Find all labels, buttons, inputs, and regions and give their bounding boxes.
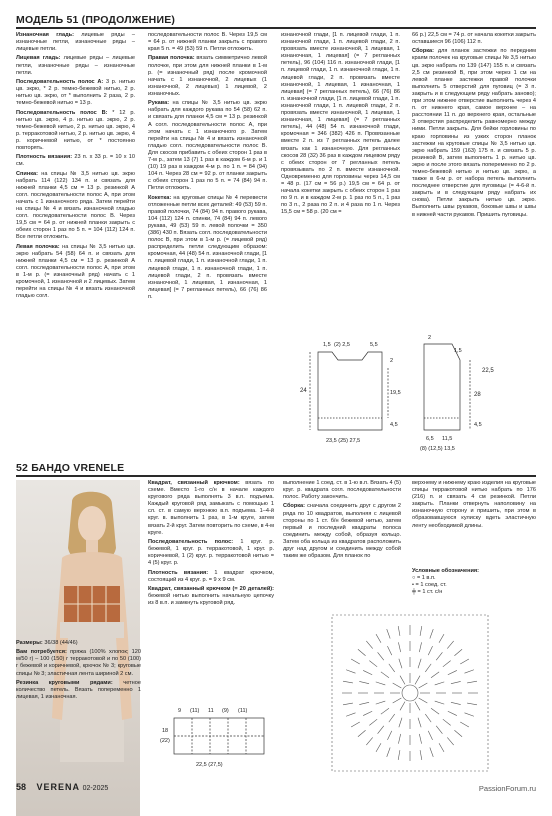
back-label-3: 5,5 — [370, 342, 378, 348]
stitch-mark — [428, 646, 432, 655]
stitch-mark — [431, 708, 439, 714]
stitch-mark — [430, 629, 433, 638]
stitch-mark — [389, 714, 395, 722]
stitch-mark — [363, 670, 372, 674]
stitch-mark — [465, 713, 474, 716]
paragraph: Правая полочка: вязать симметрично левой полочке, при этом для нижней планки в 1-м р. (= изнаночный ряд) после кромочной начать с 1 изнаночной, 2 лицевых (1 изнаночной, 2 лицевых) 1 лицевой, 2 изнаночных. — [148, 55, 267, 97]
sleeve-pattern-diagram — [412, 330, 536, 460]
square-label-3: 11 — [208, 708, 214, 714]
legend-double-crochet: ╪ = 1 ст. с/н — [412, 589, 443, 595]
crochet-square-chart — [320, 608, 520, 778]
paragraph: Последовательность полос А: 3 р. нитью цв. экрю, * 2 р. темно-бежевой нитью, 2 р. нитью цв. экрю, от * выполнить 2 раза, 2 р. темно-бежевой нитью = 13 р. — [16, 78, 135, 107]
stitch-mark — [419, 698, 428, 703]
section-51-col-2 — [148, 32, 267, 303]
stitch-mark — [430, 748, 433, 757]
legend — [412, 568, 536, 596]
square-label-1: 9 — [178, 708, 182, 714]
stitch-mark — [398, 734, 400, 744]
stitch-mark — [387, 748, 390, 757]
stitch-mark — [439, 743, 444, 752]
sleeve-label-1: 2 — [428, 335, 432, 341]
back-label-1: 1,5 — [323, 342, 331, 348]
paragraph: Квадрат, связанный крючком: вязать по схеме. Вместо 1-го с/н в начале каждого кругового ряда выполнять 3 в.п. подъема. Каждый круговой ряд замыкать с помощью 1 сл. ст. в самую верхнюю в.п. подъема. 1–4-й круг. в. выполнить 1 раз, в 1-м круге, затем вязать 2-й круг. Затем повторить по схеме, в 4-м круге. — [148, 480, 275, 536]
stitch-mark — [376, 634, 381, 643]
stitch-mark — [389, 664, 395, 672]
sleeve-label-7: 11,5 — [442, 436, 453, 442]
square-outline — [332, 615, 488, 771]
sleeve-label-3: 22,5 — [482, 368, 494, 374]
square-label-5: (11) — [238, 708, 248, 714]
paragraph: Последовательность полос В: * 12 р. нитью цв. экрю, 4 р. нитью цв. экрю, 2 р. темно-бежевой нитью, 2 р. нитью цв. экрю, 4 р. терракотовой нитью, 2 р. нитью цв. экрю, 4 р. коричневой нитью, от * постоянно повторять. — [16, 109, 135, 151]
sleeve-label-8: (8) (12,5) 13,5 — [420, 446, 455, 452]
stitch-mark — [436, 726, 442, 734]
stitch-mark — [346, 713, 355, 716]
stitch-mark — [439, 634, 444, 643]
back-label-5: 2 — [390, 358, 394, 364]
stitch-mark — [435, 701, 445, 704]
stitch-mark — [343, 703, 353, 705]
back-pattern-diagram — [290, 330, 410, 460]
stitch-mark — [399, 659, 402, 669]
chain-stitch-icon: ○ — [412, 575, 417, 581]
paragraph: выполнение 1 соед. ст. в 1-ю в.п. Вязать 4 (5) круг. р. квадрата согл. последовательности полос. Работу закончить. — [283, 480, 401, 501]
stitch-mark — [378, 652, 384, 660]
stitch-mark — [376, 682, 386, 685]
stitch-mark — [376, 701, 386, 704]
issue-number: 02-2025 — [82, 785, 109, 792]
back-label-4: 24 — [300, 388, 307, 394]
section-51-col-4 — [412, 32, 536, 221]
section-51-col-1 — [16, 32, 135, 303]
stitch-mark — [393, 683, 402, 688]
stitch-mark — [448, 711, 457, 715]
stitch-mark — [448, 670, 457, 674]
paragraph: Сборка: сначала соединить друг с другом 2 ряда по 10 квадратов, выполняя с лицевой стороны по 1 ст. б/н бежевой нитью, затем первый и последний квадраты полоса соединить между собой, образуя кольцо. Затем оба кольца из квадратов расположить друг над другом и соединить между собой таким же образом. Для планок по — [283, 503, 401, 560]
stitch-mark — [447, 737, 453, 745]
stitch-mark — [435, 682, 445, 685]
stitch-mark — [381, 708, 389, 714]
stitch-mark — [467, 703, 477, 705]
back-label-8: 23,5 (25) 27,5 — [326, 438, 361, 444]
sizes-line: Размеры: 36/38 (44/46) — [16, 640, 78, 646]
section-52-title: 52 БАНДО VRENELE — [16, 462, 125, 474]
stitch-mark — [415, 676, 420, 685]
section-52-col-4 — [412, 480, 536, 532]
square-label-7: (22) — [160, 738, 170, 744]
stitch-mark — [436, 652, 442, 660]
stitch-mark — [418, 659, 421, 669]
legend-chain-stitch: ○ = 1 в.п. — [412, 575, 436, 581]
legend-slip-stitch: • = 1 соед. ст. — [412, 582, 447, 588]
stitch-mark — [359, 681, 369, 683]
stitch-mark — [447, 641, 453, 649]
stitch-mark — [366, 737, 372, 745]
page-number: 58 — [16, 782, 27, 792]
stitch-mark — [351, 659, 360, 664]
stitch-mark — [351, 722, 360, 727]
stitch-mark — [467, 681, 477, 683]
stitch-mark — [415, 702, 420, 711]
stitch-mark — [428, 731, 432, 740]
stitch-mark — [419, 734, 421, 744]
sleeve-label-5: 4,5 — [474, 422, 482, 428]
stitch-mark — [363, 711, 372, 715]
paragraph: Плотность вязания: 1 квадрат крючком, состоящий из 4 круг. р. = 9 x 9 см. — [148, 569, 274, 583]
paragraph: Лицевая гладь: лицевые ряды – лицевые петли, изнаночные ряды – изнаночные петли. — [16, 55, 135, 76]
stitch-mark — [398, 750, 400, 760]
stitch-mark — [358, 649, 366, 655]
stitch-mark — [451, 681, 461, 683]
paragraph: Вам потребуется: пряжа (100% хлопок; 120 м/50 г) – 100 (150) г терракотовой и по 50 (100) г бежевой и коричневой, крючок № 3; круговые спицы № 3; эластичная лента шириной 2 см. — [16, 649, 141, 677]
section-52-rule — [16, 475, 536, 477]
paragraph: верхнему и нижнему краю изделия на круговые спицы терракотовой нитью набрать по 176 (216) п. и связать 4 см резинкой. Петли закрыть. Планки отвернуть наполовину на изнаночную сторону и пришить, при этом в образовавшуюся кулиску вдеть эластичную ленту необходимой длины. — [412, 480, 536, 529]
stitch-mark — [376, 743, 381, 752]
legend-title: Условные обозначения: — [412, 568, 480, 574]
square-label-6: 18 — [162, 728, 169, 734]
stitch-mark — [425, 714, 431, 722]
square-label-4: (9) — [222, 708, 229, 714]
watermark: PassionForum.ru — [478, 784, 536, 793]
section-51-title: МОДЕЛЬ 51 (ПРОДОЛЖЕНИЕ) — [16, 14, 176, 26]
stitch-mark — [399, 718, 402, 728]
stitch-mark — [451, 702, 461, 704]
double-crochet-icon: ╪ — [412, 589, 418, 595]
back-label-6: 19,5 — [390, 390, 401, 396]
square-label-2: (11) — [190, 708, 200, 714]
section-52-left-col — [16, 640, 141, 703]
paragraph: последовательности полос В. Через 19,5 см = 64 р. от нижней планки закрыть с правого края 5 п. = 49 (53) 59 п. Петли отложить. — [148, 32, 267, 53]
paragraph: Сборка: для планок застежки по передним краям полочек на круговые спицы № 3,5 нитью цв. экрю набрать по 139 (147) 155 п. и связать 2,5 см резинкой В, при этом через 1 см на левой планке застежки правой полочки выполнить 5 отверстий для пуговиц (= 3 п. закрыть и в следующем ряду набрать заново); при этом нижнее отверстие выполнить через 4 п. от нижнего края, самое верхнее – на расстоянии 11 п. до верхнего края, остальные 3 отверстия распределить равномерно между ними. Петли закрыть. Для бейки горловины по краю горловины из узких сторон планок застежки на круговые спицы № 3,5 нитью цв. экрю набрать 159 (163) 175 п. и связать 5 р. резинкой В, затем выполнить 1 р. нитью цв. экрю и после этого вязать попеременно по 2 р. темно-бежевой нитью и нитью цв. экрю, а также в 6-м р. от набора петель выполнить последнее отверстие для пуговицы (= 4-6-й п. закрыть и в следующем ряду набрать их снова). Петли закрыть нитью цв. экрю. Выполнить швы рукавов, боковые швы и швы в нижней части рукавов. Пришить пуговицы. — [412, 48, 536, 218]
section-52-col-2 — [148, 480, 274, 609]
stitch-mark — [419, 642, 421, 652]
stitch-mark — [465, 670, 474, 673]
stitch-mark — [460, 659, 469, 664]
stitch-mark — [393, 698, 402, 703]
stitch-mark — [454, 649, 462, 655]
stitch-mark — [454, 730, 462, 736]
stitch-mark — [346, 670, 355, 673]
back-label-7: 4,5 — [390, 422, 398, 428]
paragraph: Последовательность полос: 1 круг. р. бежевой, 1 круг. р. терракотовой, 1 круг. р. коричневой, 1 (2) круг. р. терракотовой нитью = 4 (5) круг. р. — [148, 538, 274, 567]
section-52-col-3 — [283, 480, 401, 562]
stitch-mark — [419, 683, 428, 688]
sleeve-label-2: 1,5 — [454, 348, 462, 354]
stitch-mark — [425, 664, 431, 672]
page-footer — [16, 782, 108, 792]
stitch-mark — [387, 629, 390, 638]
stitch-mark — [420, 626, 422, 636]
paragraph: Резинка круговыми рядами: четное количество петель. Вязать попеременно 1 лицевая, 1 изнаночная. — [16, 679, 141, 701]
stitch-mark — [443, 719, 451, 725]
stitch-mark — [398, 642, 400, 652]
stitch-mark — [369, 661, 377, 667]
paragraph: Спинка: на спицы № 3,5 нитью цв. экрю набрать 114 (122) 134 п. и связать для нижней планки 4,5 см = 13 р. резинкой А согл. последовательности полос А, при этом начать с 1 изнаночного ряда. Затем перейти на спицы № 4 и вязать изнаночной гладью согл. последовательности полос В. Через 19,5 см = 64 р. от нижней планки закрыть с обеих сторон 1 раз по 5 п. = 104 (112) 124 п. Все петли отложить. — [16, 170, 135, 241]
stitch-mark — [343, 681, 353, 683]
stitch-mark — [358, 730, 366, 736]
stitch-mark — [431, 672, 439, 678]
center-ring — [402, 685, 418, 701]
stitch-mark — [381, 672, 389, 678]
paragraph: Левая полочка: на спицы № 3,5 нитью цв. экрю набрать 54 (58) 64 п. и связать для нижней планки 4,5 см = 13 р. резинкой А согл. последовательности полос А, при этом в 1-м р. (= изнаночный ряд) начать с 1 кромочной, 1 изнаночной и 2 лицевых. Затем перейти на спицы № 4 и вязать изнаночной гладью согл. — [16, 243, 136, 300]
section-51-rule — [16, 27, 536, 29]
stitch-mark — [420, 750, 422, 760]
slip-stitch-icon: • — [412, 582, 416, 588]
paragraph: изнаночной глади, [1 п. лицевой глади, 1 п. изнаночной глади, 1 п. лицевой глади, 2 п. провязать вместе изнаночной, 1 лицевая, 1 изнаночная, 1 лицевая] (= 7 регланных петель), 96 (104) 116 п. изнаночной глади, [1 п. лицевой глади, 1 п. изнаночной глади, 1 п. лицевой глади, 2 п. провязать вместе изнаночной, 1 лицевая, 1 изнаночная, 1 лицевая] (= 7 регланных петель), 66 (76) 86 п. изнаночной глади, [1 п. лицевой глади, 1 п. изнаночной глади, 1 п. лицевой глади, 2 п. провязать вместе изнаночной, 1 лицевая, 1 изнаночная, 1 лицевая] (= 7 регланных петель), 44 (48) 54 п. изнаночной глади, кромочная = 346 (382) 426 п. Провязанные вместе 2 п. из 7 регланных петель далее вязать как 1 изнаночную. Для регланных скосов 28 (32) 36 раз в каждом лицевом ряду с обеих сторон от 7 регланных петель провязывать по 2 п. вместе изнаночной. Одновременно для горловины через 14,5 см = 48 р. (17 см = 56 р.) 19,5 см = 64 р. от начала кокетки закрыть с обеих сторон 1 раз по 9 п. и в каждом 2-м р. 1 раз по 5 п., 1 раз по 3 п., 2 раза по 2 п. и 4 раза по 1 п. Через 15,5 см = 58 р. (20 см = — [281, 32, 400, 216]
paragraph: Рукава: на спицы № 3,5 нитью цв. экрю набрать для каждого рукава по 54 (58) 62 п. и связать для планки 4,5 см = 13 р. резинкой А согл. последовательности полос А, при этом начать с 1 изнаночного р. Затем перейти на спицы № 4 и вязать изнаночной гладью согл. последовательности полос В. Для скосов прибавить с обеих сторон 1 раз в 7-м р., затем 13 (7) 1 раз в каждом 6-м р. и 1 (10) 19 раз в каждом 4-м р. по 1 п. = 84 (94) 104 п. Через 28 см = 92 р. от планки закрыть с обеих сторон 1 раз по 5 п. = 74 (84) 94 п. Петли отложить. — [148, 100, 267, 192]
stitch-mark — [460, 722, 469, 727]
square-label-8: 22,5 (27,5) — [196, 762, 223, 768]
stitch-mark — [387, 731, 391, 740]
sleeve-label-6: 6,5 — [426, 436, 434, 442]
sleeve-label-4: 28 — [474, 392, 481, 398]
stitch-mark — [443, 661, 451, 667]
stitch-mark — [387, 646, 391, 655]
stitch-mark — [359, 702, 369, 704]
paragraph: 66 р.) 22,5 см = 74 р. от начала кокетки закрыть оставшиеся 96 (106) 112 п. — [412, 32, 536, 46]
paragraph: Изнаночная гладь: лицевые ряды – изнаночные петли, изнаночные ряды – лицевые петли. — [16, 32, 135, 53]
stitch-mark — [400, 676, 405, 685]
magazine-name: VERENA — [36, 782, 81, 792]
model-figure-illustration — [44, 488, 140, 788]
stitch-mark — [400, 702, 405, 711]
section-51-col-3 — [281, 32, 400, 219]
paragraph: Квадрат, связанный крючком (= 20 деталей): бежевой нитью выполнить начальную цепочку из 8 в.п. и замкнуть круговой ряд. — [148, 585, 274, 607]
back-label-2: (2) 2,5 — [334, 342, 350, 348]
stitch-mark — [366, 641, 372, 649]
stitch-mark — [369, 719, 377, 725]
paragraph: Кокетка: на круговые спицы № 4 перевести отложенные петли всех деталей: 49 (53) 59 п. правой полочки, 74 (84) 94 п. правого рукава, 104 (112) 124 п. спинки, 74 (84) 94 п. левого рукава, 49 (53) 59 п. левой полочки = 350 (386) 430 п. Вязать согл. последовательности полос В, при этом в 1-м р. (= лицевой ряд) распределить петли следующим образом: кромочная, 44 (48) 54 п. изнаночной глади, [1 п. лицевой глади, 1 п. изнаночной глади, 1 п. лицевой глади, 1 п. изнаночной глади, 1 п. лицевой глади, 2 п. провязать вместе изнаночной, 1 лицевая, 1 изнаночная, 1 лицевая] (= 7 регланных петель), 66 (76) 86 п. — [148, 194, 267, 300]
stitch-mark — [378, 726, 384, 734]
stitch-mark — [398, 626, 400, 636]
paragraph: Плотность вязания: 23 п. x 33 р. = 10 x 10 см. — [16, 154, 136, 168]
stitch-mark — [418, 718, 421, 728]
square-assembly-diagram — [160, 700, 280, 780]
